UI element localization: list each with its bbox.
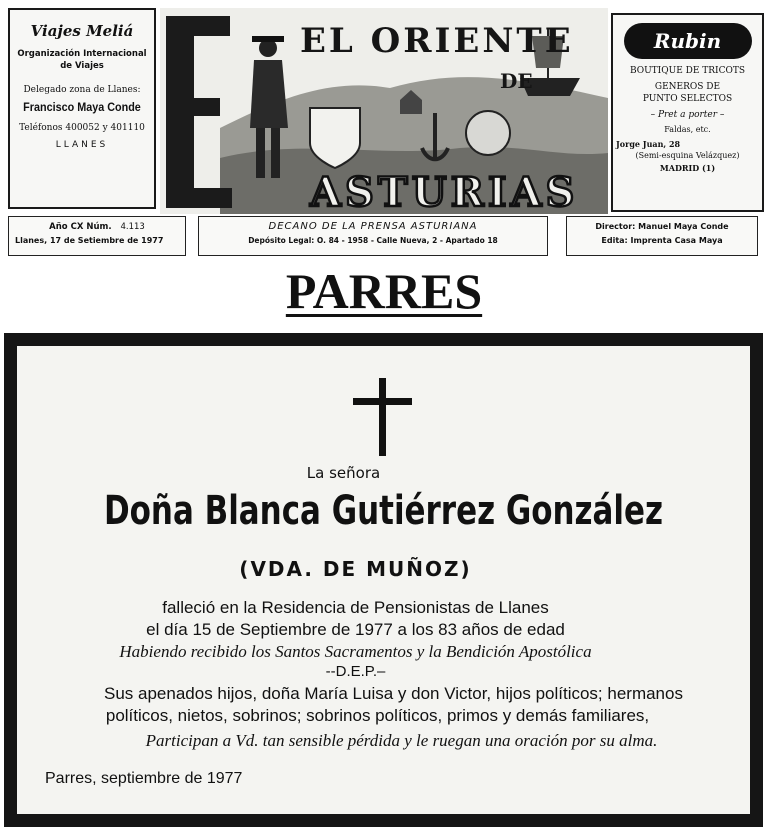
ad-title: Viajes Meliá xyxy=(30,22,134,40)
notice-line: falleció en la Residencia de Pensionistas de Llanes xyxy=(162,598,549,617)
cross-icon-bar xyxy=(353,398,412,405)
advertisement-viajes-melia xyxy=(8,8,156,209)
ad-line: Delegado zona de Llanes: xyxy=(23,85,141,95)
la-senora: La señora xyxy=(306,464,381,482)
ad-line: PUNTO SELECTOS xyxy=(642,94,733,104)
cross-icon xyxy=(379,378,386,456)
advertisement-rubin xyxy=(611,13,764,212)
notice-line: políticos, nietos, sobrinos; sobrinos políticos, primos y demás familiares, xyxy=(105,706,650,725)
editorial-info xyxy=(566,216,758,256)
notice-line: Participan a Vd. tan sensible pérdida y le ruegan una oración por su alma. xyxy=(145,731,658,750)
masthead-title-word2: DE xyxy=(500,69,533,93)
issue-info xyxy=(8,216,186,256)
dep-line: --D.E.P.– xyxy=(325,663,386,680)
publisher: Edita: Imprenta Casa Maya xyxy=(601,236,723,245)
signature-line: Parres, septiembre de 1977 xyxy=(45,770,243,787)
notice-line: Habiendo recibido los Santos Sacramentos y la Bendición Apostólica xyxy=(119,642,592,661)
publication-motto: DECANO DE LA PRENSA ASTURIANA xyxy=(268,221,478,232)
ad-line: de Viajes xyxy=(60,61,104,71)
ad-delegate-name: Francisco Maya Conde xyxy=(23,100,141,114)
ad-line: MADRID (1) xyxy=(659,163,716,173)
director: Director: Manuel Maya Conde xyxy=(595,222,729,231)
masthead-illustration xyxy=(160,8,608,214)
obituary-body xyxy=(17,346,750,814)
notice-line: Sus apenados hijos, doña María Luisa y don Victor, hijos políticos; hermanos xyxy=(104,684,683,703)
ad-line: BOUTIQUE DE TRICOTS xyxy=(629,66,746,76)
obituary-notice xyxy=(4,333,763,827)
rubin-logo: Rubin xyxy=(624,23,752,59)
notice-line: el día 15 de Septiembre de 1977 a los 83 años de edad xyxy=(146,620,565,639)
issue-year: Año CX Núm. xyxy=(49,222,112,232)
issue-date: Llanes, 17 de Setiembre de 1977 xyxy=(15,236,164,245)
legal-deposit: Depósito Legal: O. 84 - 1958 - Calle Nueva, 2 - Apartado 18 xyxy=(248,236,498,245)
ad-city: LLANES xyxy=(55,140,109,150)
ad-line: Organización Internacional xyxy=(17,49,147,59)
publication-info xyxy=(198,216,548,256)
ad-line: Jorge Juan, 28 xyxy=(616,139,681,149)
ad-line: (Semi-esquina Velázquez) xyxy=(635,151,740,160)
masthead-title-word1: EL ORIENTE xyxy=(300,21,574,61)
ad-line: – Pret a porter – xyxy=(650,110,725,120)
deceased-name: Doña Blanca Gutiérrez González xyxy=(103,488,664,534)
page-title: PARRES xyxy=(285,263,483,319)
newspaper-masthead xyxy=(160,8,608,214)
issue-number: 4.113 xyxy=(120,222,145,232)
ad-line: Faldas, etc. xyxy=(664,125,711,134)
ad-line: GENEROS DE xyxy=(654,82,721,92)
masthead-title-word3: ASTURIAS xyxy=(310,169,579,214)
ad-phones: Teléfonos 400052 y 401110 xyxy=(19,123,145,133)
widow-of: (VDA. DE MUÑOZ) xyxy=(239,557,472,581)
